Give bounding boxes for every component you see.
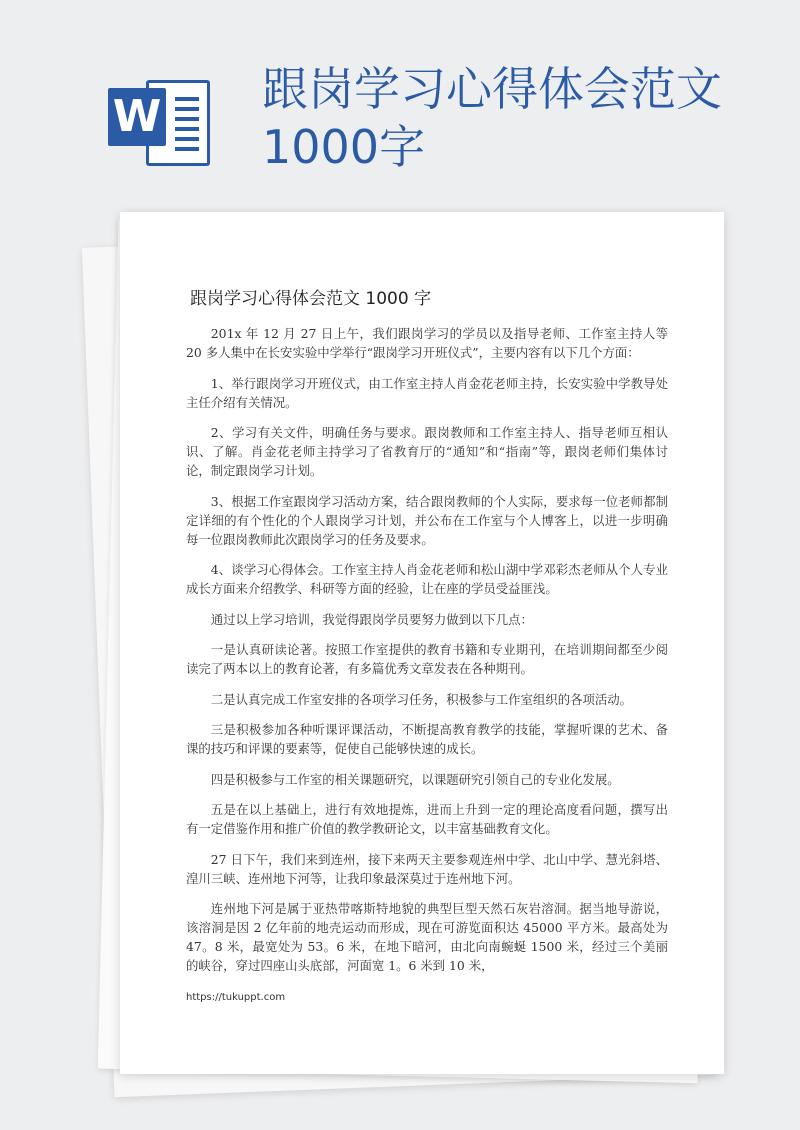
- paragraph: 4、谈学习心得体会。工作室主持人肖金花老师和松山湖中学邓彩杰老师从个人专业成长方面来介绍教学、科研等方面的经验，让在座的学员受益匪浅。: [186, 562, 668, 596]
- paragraph: 五是在以上基础上，进行有效地提炼，进而上升到一定的理论高度看问题，撰写出有一定借鉴作用和推广价值的教学教研论文，以丰富基础教育文化。: [186, 802, 668, 836]
- page-title-line1: 跟岗学习心得体会范文: [262, 62, 722, 116]
- page-title-line2: 1000字: [262, 120, 426, 174]
- paragraph: 三是积极参加各种听课评课活动，不断提高教育教学的技能，掌握听课的艺术、备课的技巧和评课的要素等，促使自己能够快速的成长。: [186, 722, 668, 756]
- paragraph: 2、学习有关文件，明确任务与要求。跟岗教师和工作室主持人、指导老师互相认识、了解。肖金花老师主持学习了省教育厅的“通知”和“指南”等，跟岗老师们集体讨论，制定跟岗学习计划。: [186, 425, 668, 478]
- page-title: [262, 60, 782, 176]
- paragraph: 27 日下午，我们来到连州，接下来两天主要参观连州中学、北山中学、慧光斜塔、湟川三峡、连州地下河等，让我印象最深莫过于连州地下河。: [186, 851, 668, 886]
- paragraph: 通过以上学习培训，我觉得跟岗学员要努力做到以下几点：: [210, 611, 533, 627]
- paragraph: 二是认真完成工作室安排的各项学习任务，积极参与工作室组织的各项活动。: [210, 691, 633, 707]
- paragraph: 四是积极参与工作室的相关课题研究，以课题研究引领自己的专业化发展。: [210, 771, 620, 787]
- document-body: [186, 324, 668, 987]
- paragraph: 1、举行跟岗学习开班仪式，由工作室主持人肖金花老师主持，长安实验中学教导处主任介绍有关情况。: [186, 375, 668, 410]
- document-title: 跟岗学习心得体会范文 1000 字: [190, 289, 432, 309]
- header-banner: [0, 0, 800, 200]
- word-letter-badge: W: [108, 88, 166, 146]
- document-page: [120, 212, 724, 1074]
- word-document-icon: [108, 72, 216, 172]
- footer-url[interactable]: https://tukuppt.com: [186, 992, 286, 1003]
- paragraph: 一是认真研读论著。按照工作室提供的教育书籍和专业期刊，在培训期间都至少阅读完了两本以上的教育论著，有多篇优秀文章发表在各种期刊。: [186, 642, 668, 676]
- paragraph: 连州地下河是属于亚热带喀斯特地貌的典型巨型天然石灰岩溶洞。据当地导游说，该溶洞是因 2 亿年前的地壳运动而形成，现在可游览面积达 45000 平方米。最高处为 47。8 米，最宽处为 53。6 米，在地下暗河，由北向南蜿蜒 1500 米，经过三个美丽的峡谷，穿过四座山头底部，河面宽 1。6 米到 10 米，: [186, 901, 668, 973]
- paragraph: 201x 年 12 月 27 日上午，我们跟岗学习的学员以及指导老师、工作室主持人等 20 多人集中在长安实验中学举行“跟岗学习开班仪式”，主要内容有以下几个方面：: [186, 326, 668, 360]
- paragraph: 3、根据工作室跟岗学习活动方案，结合跟岗教师的个人实际，要求每一位老师都制定详细的有个性化的个人跟岗学习计划，并公布在工作室与个人博客上，以进一步明确每一位跟岗教师此次跟岗学习的任务及要求。: [186, 493, 668, 547]
